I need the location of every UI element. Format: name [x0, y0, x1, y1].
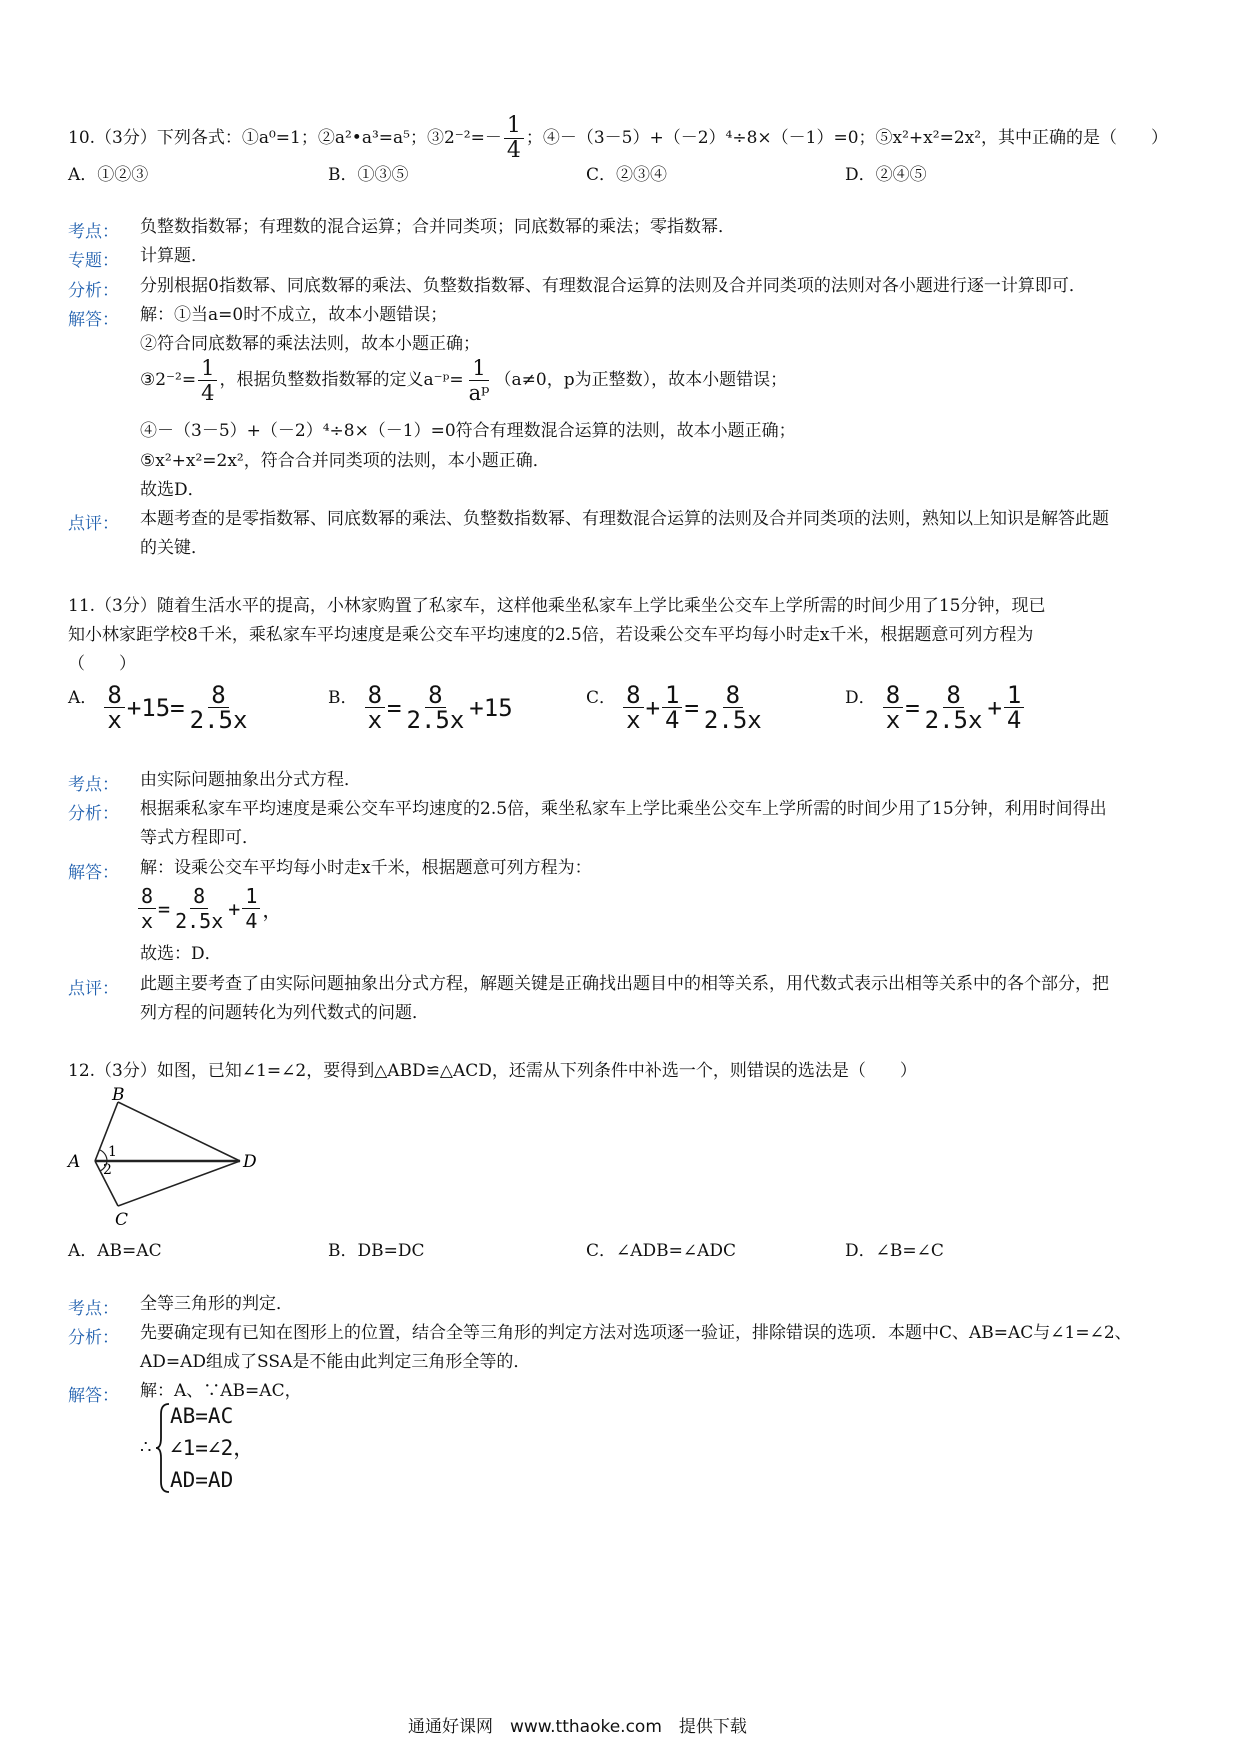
q11-dianping-label: 点评： [68, 979, 119, 999]
q11-fenxi-label: 分析： [68, 804, 119, 824]
q10-option-d: D．②④⑤ [845, 165, 927, 185]
system-line-3: AD=AD [170, 1468, 234, 1492]
q10-jieda-line6: 故选D． [140, 480, 205, 500]
q10-fraction: $\frac{1}{4}$ [504, 114, 524, 163]
q11-stem-line3: （ ） [68, 654, 136, 674]
triangle-figure [60, 1080, 270, 1230]
q10-option-c: C．②③④ [586, 165, 668, 185]
q11-option-d: D． $\frac{8}{x}$ = $\frac{8}{2.5x}$ + $\frac{1}{4}$ [845, 683, 1026, 732]
q11-kaodian-label: 考点： [68, 775, 119, 795]
q12-option-a: A．AB=AC [68, 1241, 162, 1261]
q11-fenxi-line1: 根据乘私家车平均速度是乘公交车平均速度的2.5倍，乘坐私家车上学比乘坐公交车上学所需的时间少用了15分钟，利用时间得出 [140, 799, 1107, 819]
system-line-1: AB=AC [170, 1404, 234, 1428]
q10-stem [68, 114, 1168, 163]
q11-jieda-line1: 解：设乘公交车平均每小时走x千米，根据题意可列方程为： [140, 858, 592, 878]
q10-jieda-line1: 解：①当a=0时不成立，故本小题错误； [140, 305, 448, 325]
q11-dianping-line2: 列方程的问题转化为列代数式的问题． [140, 1003, 429, 1023]
q10-fenxi-label: 分析： [68, 281, 119, 301]
label-b: B [112, 1085, 125, 1105]
q10-zhuanti: 计算题． [140, 246, 208, 266]
q10-jieda-line5: ⑤x²+x²=2x²，符合合并同类项的法则，本小题正确． [140, 451, 550, 471]
q12-option-c: C．∠ADB=∠ADC [586, 1241, 737, 1261]
q11-jieda-answer: 故选：D． [140, 944, 222, 964]
label-angle-1: 1 [108, 1144, 117, 1160]
q10-stem-tail: ；④－（3－5）+（－2）⁴÷8×（－1）=0；⑤x²+x²=2x²，其中正确的是（ ） [525, 128, 1169, 148]
q12-jieda-line1: 解：A、∵AB=AC， [140, 1381, 302, 1401]
q12-fenxi-line2: AD=AD组成了SSA是不能由此判定三角形全等的． [140, 1352, 531, 1372]
q12-option-b: B．DB=DC [328, 1241, 425, 1261]
q10-zhuanti-label: 专题： [68, 251, 119, 271]
q10-jieda-line3: ③2⁻²= $\frac{1}{4}$ ，根据负整数指数幂的定义a⁻ᵖ= $\frac{1}{\text{aᵖ}}$ （a≠0，p为正整数），故本小题错误； [140, 356, 788, 405]
q11-option-a: A． $\frac{8}{x}$ +15= $\frac{8}{2.5x}$ [68, 681, 248, 734]
q10-dianping-line1: 本题考查的是零指数幂、同底数幂的乘法、负整数指数幂、有理数混合运算的法则及合并同类项的法则，熟知以上知识是解答此题 [140, 509, 1109, 529]
q10-kaodian: 负整数指数幂；有理数的混合运算；合并同类项；同底数幂的乘法；零指数幂． [140, 217, 735, 237]
q12-stem: 12.（3分）如图，已知∠1=∠2，要得到△ABD≌△ACD，还需从下列条件中补选一个，则错误的选法是（ ） [68, 1061, 917, 1081]
q11-fenxi-line2: 等式方程即可． [140, 828, 259, 848]
q11-option-c: C． $\frac{8}{x}$ + $\frac{1}{4}$ = $\frac{8}{2.5x}$ [586, 681, 762, 734]
segment-bd [118, 1102, 240, 1161]
q10-jieda-label: 解答： [68, 310, 119, 330]
label-c: C [115, 1210, 129, 1230]
q10-kaodian-label: 考点： [68, 222, 119, 242]
q10-option-a: A．①②③ [68, 165, 149, 185]
q10-jieda-line4: ④－（3－5）+（－2）⁴÷8×（－1）=0符合有理数混合运算的法则，故本小题正确； [140, 421, 796, 441]
q12-fenxi-label: 分析： [68, 1328, 119, 1348]
label-d: D [243, 1152, 257, 1172]
q11-dianping-line1: 此题主要考查了由实际问题抽象出分式方程，解题关键是正确找出题目中的相等关系，用代数式表示出相等关系中的各个部分，把 [140, 974, 1109, 994]
left-brace [155, 1402, 171, 1494]
q11-option-b: B． $\frac{8}{x}$ = $\frac{8}{2.5x}$ +15 [328, 681, 513, 734]
system-line-2: ∠1=∠2， [170, 1436, 255, 1460]
label-a: A [68, 1152, 81, 1172]
q10-dianping-label: 点评： [68, 514, 119, 534]
footer-text: 通通好课网 www.tthaoke.com 提供下载 [408, 1717, 747, 1737]
q12-kaodian: 全等三角形的判定． [140, 1294, 293, 1314]
segment-cd [118, 1161, 240, 1206]
q12-jieda-label: 解答： [68, 1386, 119, 1406]
label-angle-2: 2 [103, 1162, 112, 1178]
q12-fenxi-line1: 先要确定现有已知在图形上的位置，结合全等三角形的判定方法对选项逐一验证，排除错误的选项．本题中C、AB=AC与∠1=∠2、 [140, 1323, 1132, 1343]
therefore-symbol: ∴ [140, 1437, 152, 1458]
q10-stem-text: 10.（3分）下列各式：①a⁰=1；②a²•a³=a⁵；③2⁻²=－ [68, 128, 502, 148]
q10-fenxi: 分别根据0指数幂、同底数幂的乘法、负整数指数幂、有理数混合运算的法则及合并同类项的法则对各小题进行逐一计算即可． [140, 276, 1086, 296]
q11-stem-line2: 知小林家距学校8千米，乘私家车平均速度是乘公交车平均速度的2.5倍，若设乘公交车平均每小时走x千米，根据题意可列方程为 [68, 625, 1034, 645]
q12-option-d: D．∠B=∠C [845, 1241, 944, 1261]
q10-jieda-fraction1: $\frac{1}{4}$ [198, 356, 217, 405]
q12-kaodian-label: 考点： [68, 1299, 119, 1319]
q11-kaodian: 由实际问题抽象出分式方程． [140, 770, 361, 790]
equation-system [170, 1400, 254, 1496]
q10-jieda-fraction2: $\frac{1}{\text{aᵖ}}$ [468, 356, 490, 405]
q11-jieda-label: 解答： [68, 863, 119, 883]
q10-jieda-line2: ②符合同底数幂的乘法法则，故本小题正确； [140, 334, 480, 354]
q11-stem-line1: 11.（3分）随着生活水平的提高，小林家购置了私家车，这样他乘坐私家车上学比乘坐公交车上学所需的时间少用了15分钟，现已 [68, 596, 1046, 616]
q10-dianping-line2: 的关键． [140, 538, 208, 558]
angle-1-arc [100, 1150, 107, 1161]
q11-jieda-equation: $\frac{8}{x}$ = $\frac{8}{2.5x}$ + $\frac{1}{4}$ ， [136, 884, 282, 933]
q10-option-b: B．①③⑤ [328, 165, 409, 185]
